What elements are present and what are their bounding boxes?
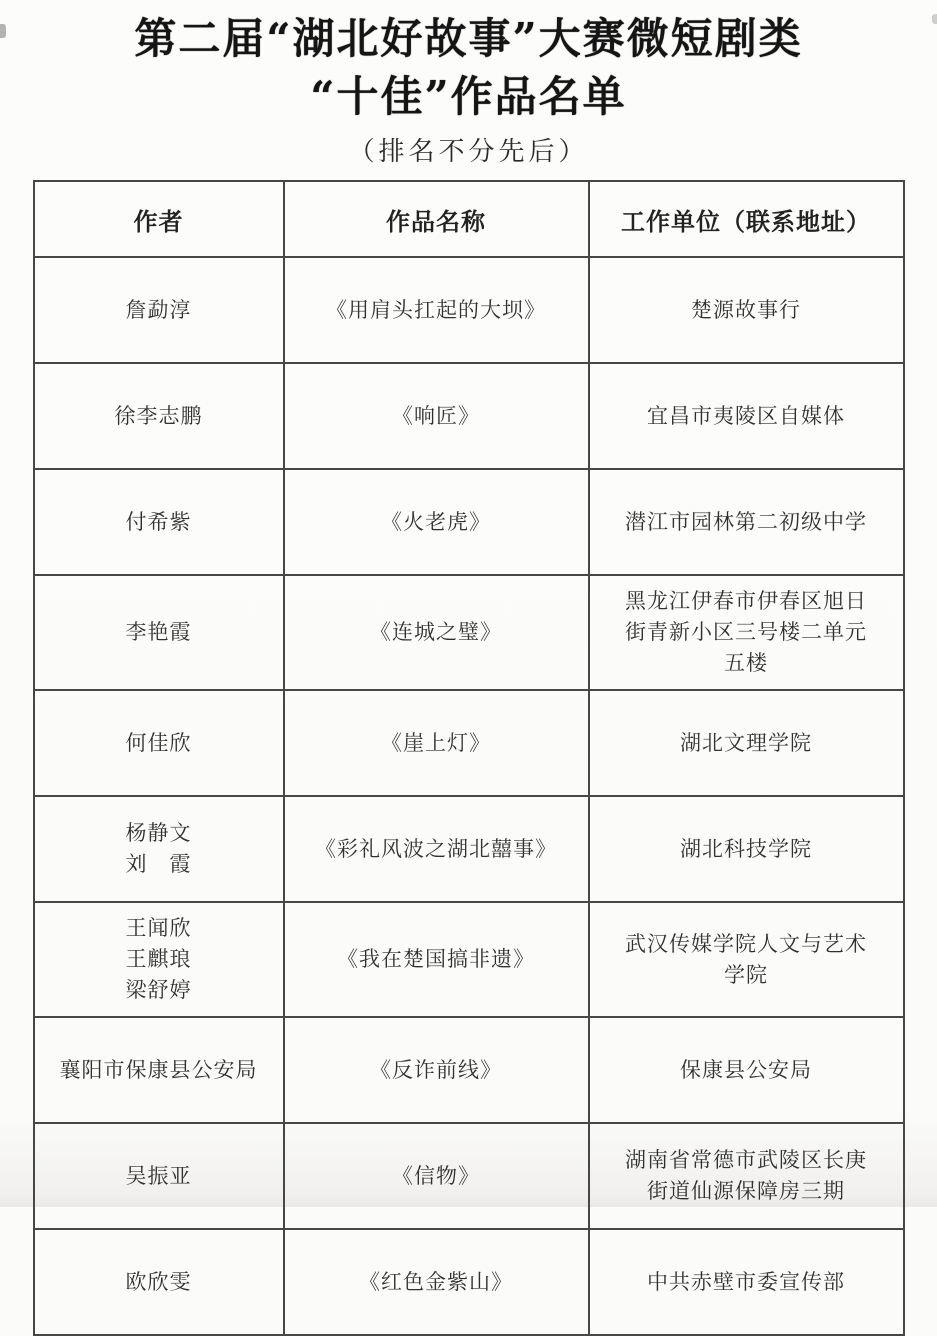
table-row — [34, 575, 904, 690]
author-cell — [34, 469, 284, 575]
awards-table — [33, 180, 905, 1336]
work-unit-cell: 湖北科技学院 — [589, 796, 904, 902]
table-row — [34, 469, 904, 575]
author-name: 杨静文 — [125, 821, 192, 845]
work-title-cell: 《我在楚国搞非遗》 — [284, 902, 589, 1017]
work-title-cell: 《信物》 — [284, 1123, 589, 1229]
work-unit-cell: 黑龙江伊春市伊春区旭日街青新小区三号楼二单元五楼 — [589, 575, 904, 690]
author-name: 詹勐淳 — [125, 297, 192, 322]
author-name: 李艳霞 — [125, 620, 192, 644]
table-row — [34, 902, 904, 1017]
author-name: 王闻欣 — [125, 916, 192, 940]
table-row — [34, 1229, 904, 1335]
work-unit-cell: 湖南省常德市武陵区长庚街道仙源保障房三期 — [589, 1123, 904, 1229]
work-title-cell: 《反诈前线》 — [284, 1017, 589, 1123]
author-name: 刘 霞 — [125, 852, 192, 876]
scan-artifact-left — [0, 24, 6, 38]
scan-artifact-right — [932, 14, 937, 24]
table-row — [34, 1017, 904, 1123]
work-title-cell: 《用肩头扛起的大坝》 — [284, 257, 589, 363]
header-work-unit: 工作单位（联系地址） — [589, 181, 904, 257]
author-cell — [34, 1229, 284, 1335]
work-unit-cell: 保康县公安局 — [589, 1017, 904, 1123]
title-line-1: 第二届“湖北好故事”大赛微短剧类 — [134, 14, 803, 63]
document-title — [29, 10, 909, 126]
header-row — [34, 181, 904, 257]
author-cell — [34, 796, 284, 902]
header-work-title: 作品名称 — [284, 181, 589, 257]
work-unit-cell: 宜昌市夷陵区自媒体 — [589, 363, 904, 469]
table-header — [34, 181, 904, 257]
author-name: 何佳欣 — [125, 730, 192, 755]
work-unit-cell: 楚源故事行 — [589, 257, 904, 363]
table-row — [34, 690, 904, 796]
work-title-cell: 《火老虎》 — [284, 469, 589, 575]
table-row — [34, 363, 904, 469]
subtitle-ranking-note: （排名不分先后） — [348, 137, 589, 167]
work-title-cell: 《响匠》 — [284, 363, 589, 469]
table-row — [34, 1123, 904, 1229]
work-unit-cell: 潜江市园林第二初级中学 — [589, 469, 904, 575]
author-name: 吴振亚 — [125, 1163, 192, 1188]
author-name: 付希紫 — [125, 509, 192, 534]
author-cell — [34, 257, 284, 363]
title-line-2: “十佳”作品名单 — [310, 72, 627, 121]
table-body — [34, 257, 904, 1335]
work-unit-cell: 湖北文理学院 — [589, 690, 904, 796]
table-row — [34, 257, 904, 363]
author-cell — [34, 575, 284, 690]
header-author: 作者 — [34, 181, 284, 257]
author-cell — [34, 902, 284, 1017]
table-row — [34, 796, 904, 902]
work-unit-cell: 武汉传媒学院人文与艺术学院 — [589, 902, 904, 1017]
author-cell — [34, 1017, 284, 1123]
work-title-cell: 《连城之璧》 — [284, 575, 589, 690]
author-name: 襄阳市保康县公安局 — [59, 1057, 258, 1082]
author-cell — [34, 1123, 284, 1229]
author-name: 王麒琅 — [125, 947, 192, 971]
work-unit-cell: 中共赤壁市委宣传部 — [589, 1229, 904, 1335]
author-cell — [34, 690, 284, 796]
author-name: 欧欣雯 — [125, 1269, 192, 1294]
author-name: 梁舒婷 — [125, 978, 192, 1002]
author-name: 徐李志鹏 — [114, 403, 203, 428]
work-title-cell: 《彩礼风波之湖北囍事》 — [284, 796, 589, 902]
work-title-cell: 《红色金紫山》 — [284, 1229, 589, 1335]
work-title-cell: 《崖上灯》 — [284, 690, 589, 796]
author-cell — [34, 363, 284, 469]
